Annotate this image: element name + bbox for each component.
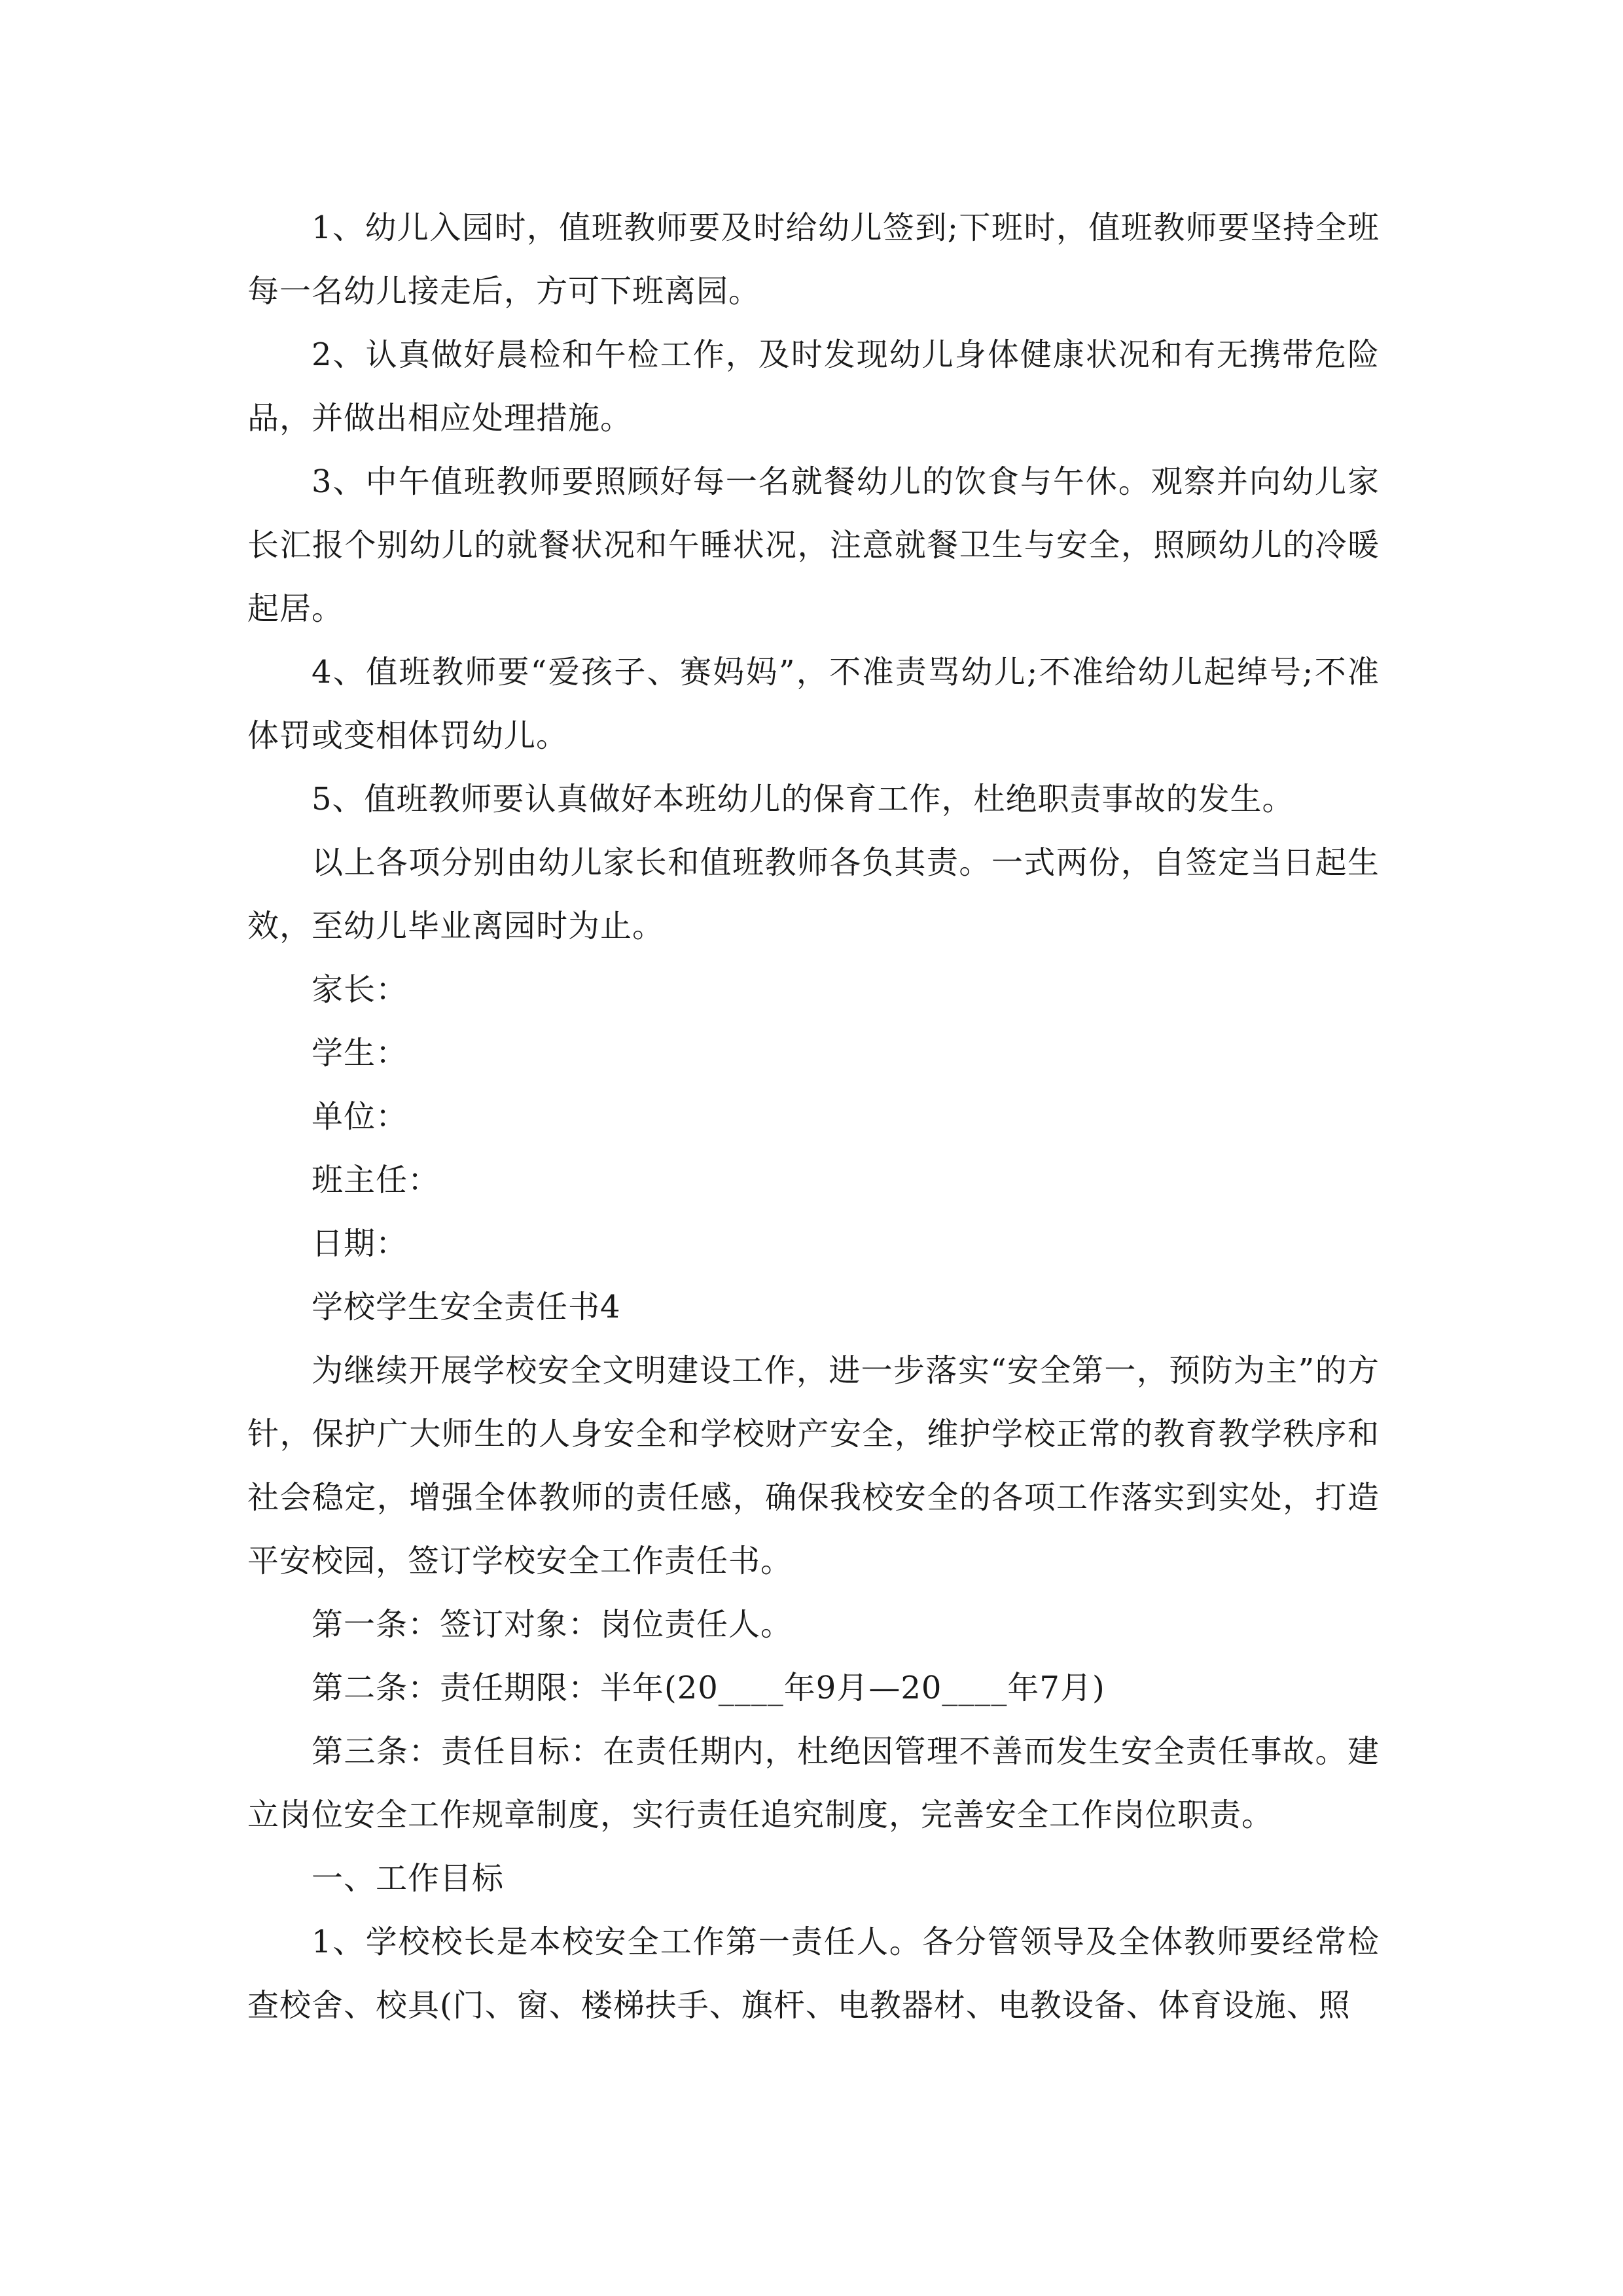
signature-student: 学生： — [312, 1035, 408, 1071]
document-body — [247, 196, 1380, 2037]
paragraph-5: 5、值班教师要认真做好本班幼儿的保育工作，杜绝职责事故的发生。 — [312, 781, 1294, 817]
signature-date: 日期： — [312, 1225, 408, 1262]
section-title: 学校学生安全责任书4 — [312, 1289, 621, 1325]
signature-unit: 单位： — [312, 1098, 408, 1135]
paragraph-3: 3、中午值班教师要照顾好每一名就餐幼儿的饮食与午休。观察并向幼儿家长汇报个别幼儿的就餐状况和午睡状况，注意就餐卫生与安全，照顾幼儿的冷暖起居。 — [247, 463, 1380, 627]
paragraph-summary: 以上各项分别由幼儿家长和值班教师各负其责。一式两份，自签定当日起生效，至幼儿毕业离园时为止。 — [247, 844, 1380, 944]
goal-1: 1、学校校长是本校安全工作第一责任人。各分管领导及全体教师要经常检查校舍、校具(门、窗、楼梯扶手、旗杆、电教器材、电教设备、体育设施、照 — [247, 1924, 1380, 2024]
article-2: 第二条：责任期限：半年(20____年9月—20____年7月) — [312, 1670, 1105, 1706]
article-1: 第一条：签订对象：岗位责任人。 — [312, 1606, 793, 1643]
paragraph-4: 4、值班教师要“爱孩子、赛妈妈”，不准责骂幼儿;不准给幼儿起绰号;不准体罚或变相体罚幼儿。 — [247, 654, 1380, 754]
paragraph-2: 2、认真做好晨检和午检工作，及时发现幼儿身体健康状况和有无携带危险品，并做出相应处理措施。 — [247, 336, 1380, 437]
heading-work-goals: 一、工作目标 — [312, 1860, 505, 1897]
paragraph-intro: 为继续开展学校安全文明建设工作，进一步落实“安全第一，预防为主”的方针，保护广大师生的人身安全和学校财产安全，维护学校正常的教育教学秩序和社会稳定，增强全体教师的责任感，确保我校安全的各项工作落实到实处，打造平安校园，签订学校安全工作责任书。 — [247, 1352, 1380, 1579]
signature-head-teacher: 班主任： — [312, 1162, 440, 1198]
signature-parent: 家长： — [312, 971, 408, 1008]
article-3: 第三条：责任目标：在责任期内，杜绝因管理不善而发生安全责任事故。建立岗位安全工作规章制度，实行责任追究制度，完善安全工作岗位职责。 — [247, 1733, 1380, 1833]
paragraph-1: 1、幼儿入园时，值班教师要及时给幼儿签到;下班时，值班教师要坚持全班每一名幼儿接走后，方可下班离园。 — [247, 209, 1380, 310]
